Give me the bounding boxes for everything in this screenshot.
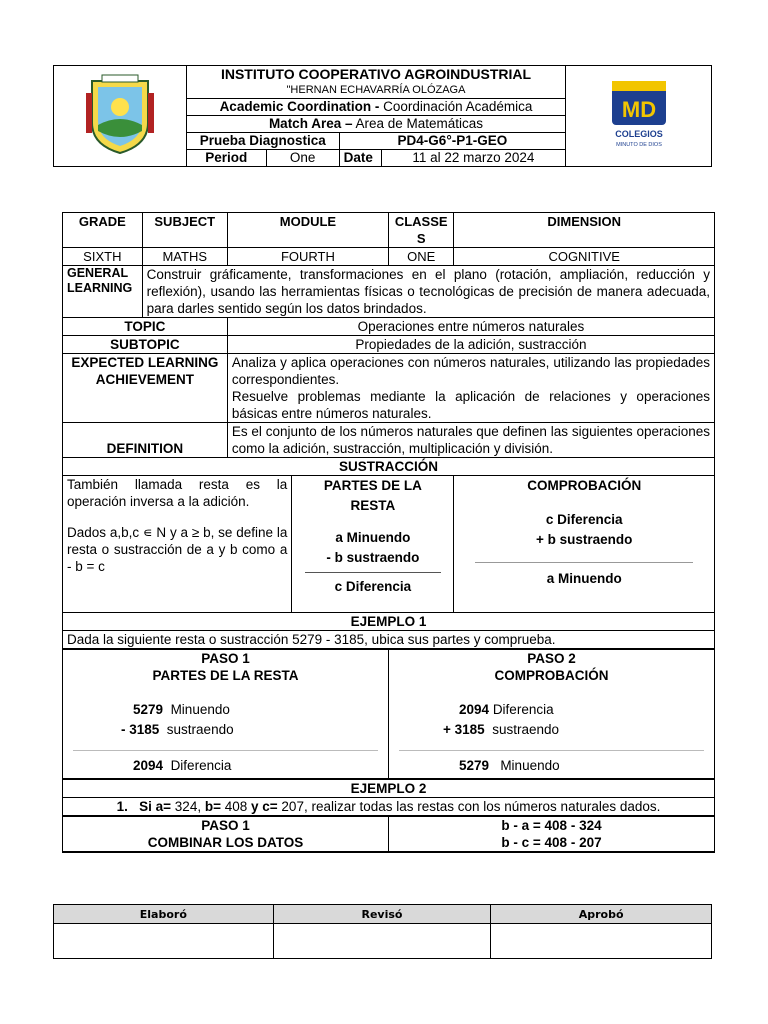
grid-value-module: FOURTH bbox=[227, 248, 388, 266]
aprobo-signature-field[interactable] bbox=[491, 924, 712, 959]
md-logo-cell bbox=[566, 66, 712, 167]
elaboro-signature-field[interactable] bbox=[54, 924, 274, 959]
grid-value-classes: ONE bbox=[389, 248, 454, 266]
ejemplo2-expr-1: b - a = 408 - 324 bbox=[501, 818, 602, 833]
sustraccion-description bbox=[63, 476, 292, 613]
aprobo-header: Aprobó bbox=[491, 905, 712, 924]
area-cell bbox=[186, 116, 565, 133]
grid-value-grade: SIXTH bbox=[63, 248, 143, 266]
grid-header-module: MODULE bbox=[227, 213, 388, 248]
elaboro-header: Elaboró bbox=[54, 905, 274, 924]
partes-divider bbox=[305, 572, 441, 573]
p1-sustraendo-number: - 3185 bbox=[121, 722, 160, 737]
expected-row bbox=[63, 354, 715, 423]
ejemplo2-c-value: 207, realizar todas las restas con los números naturales dados. bbox=[277, 799, 661, 814]
ejemplo2-expr-2: b - c = 408 - 207 bbox=[501, 835, 602, 850]
svg-text:COLEGIOS: COLEGIOS bbox=[614, 129, 663, 139]
ejemplo2-c-label: c= bbox=[262, 799, 278, 814]
partes-cell bbox=[292, 476, 454, 613]
ejemplo1-paso1 bbox=[63, 649, 389, 779]
comprobacion-sustraendo: + b sustraendo bbox=[536, 532, 633, 547]
expected-line-1: Analiza y aplica operaciones con números naturales, utilizando las propiedades correspondientes. bbox=[231, 355, 710, 387]
institution-name: INSTITUTO COOPERATIVO AGROINDUSTRIAL bbox=[220, 66, 532, 82]
p2-diferencia-number: 2094 bbox=[459, 702, 490, 717]
sustraccion-title: SUSTRACCIÓN bbox=[63, 458, 715, 476]
ejemplo1-statement: Dada la siguiente resta o sustracción 5279 - 3185, ubica sus partes y comprueba. bbox=[63, 631, 715, 650]
general-learning-text: Construir gráficamente, transformaciones en el plano (rotación, ampliación, reducción y reflexión), usando las herramientas físicas o tecnológicas de precisión de manera adecuada, para darles sentido según los datos brindados. bbox=[142, 266, 714, 318]
ejemplo2-a-label: a= bbox=[155, 799, 172, 814]
main-table bbox=[62, 212, 715, 853]
colegios-md-logo-icon bbox=[606, 79, 672, 149]
p2-diferencia-label: Diferencia bbox=[492, 702, 554, 717]
partes-sustraendo: - b sustraendo bbox=[326, 550, 420, 565]
signature-table bbox=[53, 904, 712, 959]
ejemplo1-title: EJEMPLO 1 bbox=[63, 613, 715, 631]
comprobacion-title: COMPROBACIÓN bbox=[527, 478, 642, 493]
grid-header-grade: GRADE bbox=[63, 213, 143, 248]
coordination-label: Academic Coordination - bbox=[219, 99, 380, 114]
p1-minuendo-number: 5279 bbox=[133, 702, 164, 717]
grid-header-subject: SUBJECT bbox=[142, 213, 227, 248]
definition-label: DEFINITION bbox=[63, 423, 228, 458]
ejemplo2-paso1-title: PASO 1 bbox=[201, 818, 250, 833]
subtopic-value: Propiedades de la adición, sustracción bbox=[227, 336, 714, 354]
p1-divider bbox=[73, 750, 378, 751]
ejemplo2-expressions bbox=[389, 816, 715, 852]
coordination-value: Coordinación Académica bbox=[379, 99, 533, 114]
ejemplo2-statement bbox=[63, 798, 715, 817]
partes-minuendo: a Minuendo bbox=[335, 530, 411, 545]
ejemplo2-y: y bbox=[251, 799, 263, 814]
ejemplo2-title: EJEMPLO 2 bbox=[63, 779, 715, 798]
ejemplo1-steps-row bbox=[63, 649, 715, 779]
svg-text:MD: MD bbox=[621, 97, 656, 122]
ejemplo2-si: Si bbox=[139, 799, 156, 814]
sustraccion-desc-2: Dados a,b,c ∊ N y a ≥ b, se define la resta o sustracción de a y b como a - b = c bbox=[67, 525, 288, 574]
p2-divider bbox=[399, 750, 704, 751]
area-label: Match Area – bbox=[268, 116, 353, 131]
period-label: Period bbox=[186, 150, 266, 167]
ejemplo2-steps-row bbox=[63, 816, 715, 852]
definition-text: Es el conjunto de los números naturales que definen las siguientes operaciones como la adición, sustracción, multiplicación y división. bbox=[227, 423, 714, 458]
test-label: Prueba Diagnostica bbox=[186, 133, 339, 150]
ejemplo1-paso2 bbox=[389, 649, 715, 779]
subtopic-row bbox=[63, 336, 715, 354]
school-shield-icon bbox=[84, 73, 156, 155]
ejemplo2-paso1 bbox=[63, 816, 389, 852]
institution-title-cell bbox=[186, 66, 565, 99]
definition-row bbox=[63, 423, 715, 458]
comprobacion-divider bbox=[475, 562, 693, 563]
ejemplo1-paso1-sub: PARTES DE LA RESTA bbox=[152, 668, 299, 683]
grid-header-classes: CLASSES bbox=[389, 213, 454, 248]
p1-diferencia-label: Diferencia bbox=[170, 758, 232, 773]
partes-title: PARTES DE LA RESTA bbox=[323, 478, 422, 513]
grid-value-row bbox=[63, 248, 715, 266]
general-learning-label: GENERAL LEARNING bbox=[63, 266, 143, 318]
expected-line-2: Resuelve problemas mediante la aplicación de relaciones y operaciones básicas entre números naturales. bbox=[231, 389, 710, 421]
topic-label: TOPIC bbox=[63, 318, 228, 336]
ejemplo2-paso1-sub: COMBINAR LOS DATOS bbox=[147, 835, 304, 850]
ejemplo1-paso2-title: PASO 2 bbox=[527, 651, 576, 666]
ejemplo1-paso2-sub: COMPROBACIÓN bbox=[494, 668, 609, 683]
sustraccion-row bbox=[63, 476, 715, 613]
svg-text:MINUTO DE DIOS: MINUTO DE DIOS bbox=[615, 142, 662, 148]
topic-row bbox=[63, 318, 715, 336]
expected-label: EXPECTED LEARNING ACHIEVEMENT bbox=[63, 354, 228, 423]
ejemplo2-a-value: 324, bbox=[171, 799, 205, 814]
reviso-signature-field[interactable] bbox=[273, 924, 491, 959]
grid-value-subject: MATHS bbox=[142, 248, 227, 266]
ejemplo1-paso1-title: PASO 1 bbox=[201, 651, 250, 666]
test-code: PD4-G6°-P1-GEO bbox=[339, 133, 566, 150]
subtopic-label: SUBTOPIC bbox=[63, 336, 228, 354]
reviso-header: Revisó bbox=[273, 905, 491, 924]
date-value: 11 al 22 marzo 2024 bbox=[381, 150, 566, 167]
sustraccion-desc-1: También llamada resta es la operación inversa a la adición. bbox=[67, 477, 288, 509]
school-logo-cell bbox=[54, 66, 187, 167]
date-label: Date bbox=[339, 150, 381, 167]
general-learning-row bbox=[63, 266, 715, 318]
p2-minuendo-number: 5279 bbox=[459, 758, 490, 773]
grid-header-dimension: DIMENSION bbox=[454, 213, 715, 248]
period-value: One bbox=[266, 150, 339, 167]
coordination-cell bbox=[186, 99, 565, 116]
grid-value-dimension: COGNITIVE bbox=[454, 248, 715, 266]
topic-value: Operaciones entre números naturales bbox=[227, 318, 714, 336]
p1-minuendo-label: Minuendo bbox=[170, 702, 230, 717]
p2-sustraendo-label: sustraendo bbox=[492, 722, 559, 737]
ejemplo2-num: 1. bbox=[116, 799, 128, 814]
institution-subtitle: "HERNAN ECHAVARRÍA OLÓZAGA bbox=[286, 84, 466, 96]
ejemplo2-b-label: b= bbox=[204, 799, 221, 814]
p2-sustraendo-number: + 3185 bbox=[443, 722, 485, 737]
p1-diferencia-number: 2094 bbox=[133, 758, 164, 773]
ejemplo2-b-value: 408 bbox=[220, 799, 251, 814]
header-table bbox=[53, 65, 712, 167]
area-value: Area de Matemáticas bbox=[352, 116, 484, 131]
partes-diferencia: c Diferencia bbox=[334, 579, 412, 594]
p2-minuendo-label: Minuendo bbox=[500, 758, 560, 773]
comprobacion-diferencia: c Diferencia bbox=[545, 512, 623, 527]
p1-sustraendo-label: sustraendo bbox=[166, 722, 234, 737]
comprobacion-minuendo: a Minuendo bbox=[546, 571, 622, 586]
expected-text bbox=[227, 354, 714, 423]
comprobacion-cell bbox=[454, 476, 715, 613]
grid-header-row bbox=[63, 213, 715, 248]
